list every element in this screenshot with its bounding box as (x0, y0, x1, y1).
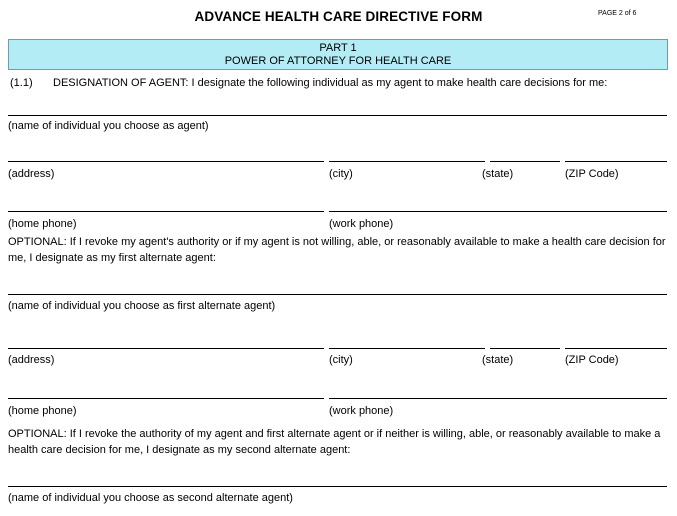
first-alternate-zip-field[interactable] (565, 331, 667, 349)
agent-home-phone-field[interactable] (8, 194, 324, 212)
agent-state-field[interactable] (490, 144, 560, 162)
agent-state-label: (state) (482, 168, 514, 180)
form-title: ADVANCE HEALTH CARE DIRECTIVE FORM (194, 9, 483, 24)
agent-zip-label: (ZIP Code) (565, 168, 619, 180)
second-alternate-name-label: (name of individual you choose as second alternate agent) (8, 492, 293, 504)
agent-city-field[interactable] (329, 144, 485, 162)
first-alternate-city-field[interactable] (329, 331, 485, 349)
first-alternate-state-field[interactable] (490, 331, 560, 349)
first-alternate-name-field[interactable] (8, 277, 667, 295)
second-alternate-optional-text: OPTIONAL: If I revoke the authority of my agent and first alternate agent or if neither is willing, able, or reasonably available to make a health care decision for me, I designate as my second alternate agent: (8, 428, 661, 456)
agent-work-phone-label: (work phone) (329, 218, 394, 230)
designation-text: DESIGNATION OF AGENT: I designate the following individual as my agent to make health care decisions for me: (53, 77, 608, 89)
agent-home-phone-label: (home phone) (8, 218, 77, 230)
agent-name-field[interactable] (8, 98, 667, 116)
first-alternate-address-field[interactable] (8, 331, 324, 349)
first-alternate-work-phone-field[interactable] (329, 381, 667, 399)
agent-zip-field[interactable] (565, 144, 667, 162)
agent-address-field[interactable] (8, 144, 324, 162)
agent-work-phone-field[interactable] (329, 194, 667, 212)
second-alternate-name-field[interactable] (8, 469, 667, 487)
first-alternate-name-label: (name of individual you choose as first alternate agent) (8, 300, 276, 312)
first-alternate-optional-text: OPTIONAL: If I revoke my agent's authority or if my agent is not willing, able, or reasonably available to make a health care decision for me, I designate as my first alternate agent: (8, 236, 666, 264)
first-alternate-home-phone-label: (home phone) (8, 405, 77, 417)
part-name: POWER OF ATTORNEY FOR HEALTH CARE (224, 55, 452, 67)
first-alternate-home-phone-field[interactable] (8, 381, 324, 399)
first-alternate-state-label: (state) (482, 354, 514, 366)
agent-city-label: (city) (329, 168, 353, 180)
part-number: PART 1 (319, 42, 357, 54)
first-alternate-zip-label: (ZIP Code) (565, 354, 619, 366)
section-number: (1.1) (10, 77, 33, 89)
first-alternate-work-phone-label: (work phone) (329, 405, 394, 417)
page-number: PAGE 2 of 6 (598, 10, 637, 17)
first-alternate-city-label: (city) (329, 354, 353, 366)
agent-address-label: (address) (8, 168, 55, 180)
agent-name-label: (name of individual you choose as agent) (8, 120, 209, 132)
part-banner (8, 39, 668, 70)
first-alternate-address-label: (address) (8, 354, 55, 366)
